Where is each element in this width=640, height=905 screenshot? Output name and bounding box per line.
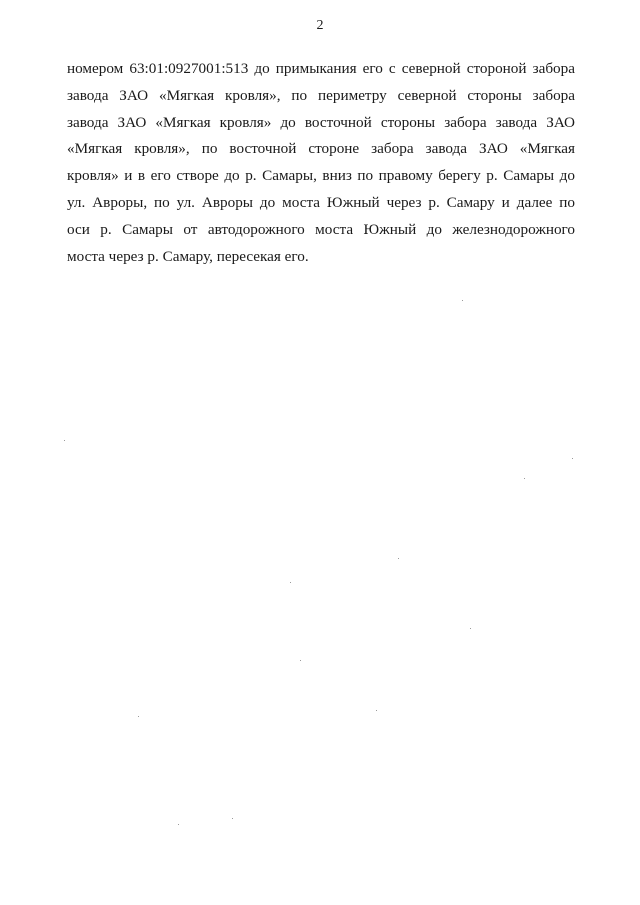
scan-speck [300,660,301,661]
page-number: 2 [316,18,324,33]
text-line-7: оси р. Самары от автодорожного моста Южный до железнодорожного [67,220,575,238]
text-line-5: кровля» и в его створе до р. Самары, вниз по правому берегу р. Самары до [67,167,575,185]
text-line-2: завода ЗАО «Мягкая кровля», по периметру северной стороны забора [67,86,575,104]
scan-speck [232,818,233,819]
scan-speck [524,478,525,479]
scan-speck [290,582,291,583]
scan-speck [398,558,399,559]
text-line-3: завода ЗАО «Мягкая кровля» до восточной стороны забора завода ЗАО [67,113,575,131]
text-line-4: «Мягкая кровля», по восточной стороне забора завода ЗАО «Мягкая [67,140,575,158]
scan-speck [64,440,65,441]
scan-speck [376,710,377,711]
scan-speck [572,458,573,459]
scan-speck [178,824,179,825]
text-line-8: моста через р. Самару, пересекая его. [67,247,309,265]
scan-speck [462,300,463,301]
scan-speck [138,716,139,717]
scan-speck [470,628,471,629]
body-paragraph [67,56,575,270]
text-line-6: ул. Авроры, по ул. Авроры до моста Южный через р. Самару и далее по [67,193,575,211]
text-line-1: номером 63:01:0927001:513 до примыкания его с северной стороной забора [67,60,575,77]
